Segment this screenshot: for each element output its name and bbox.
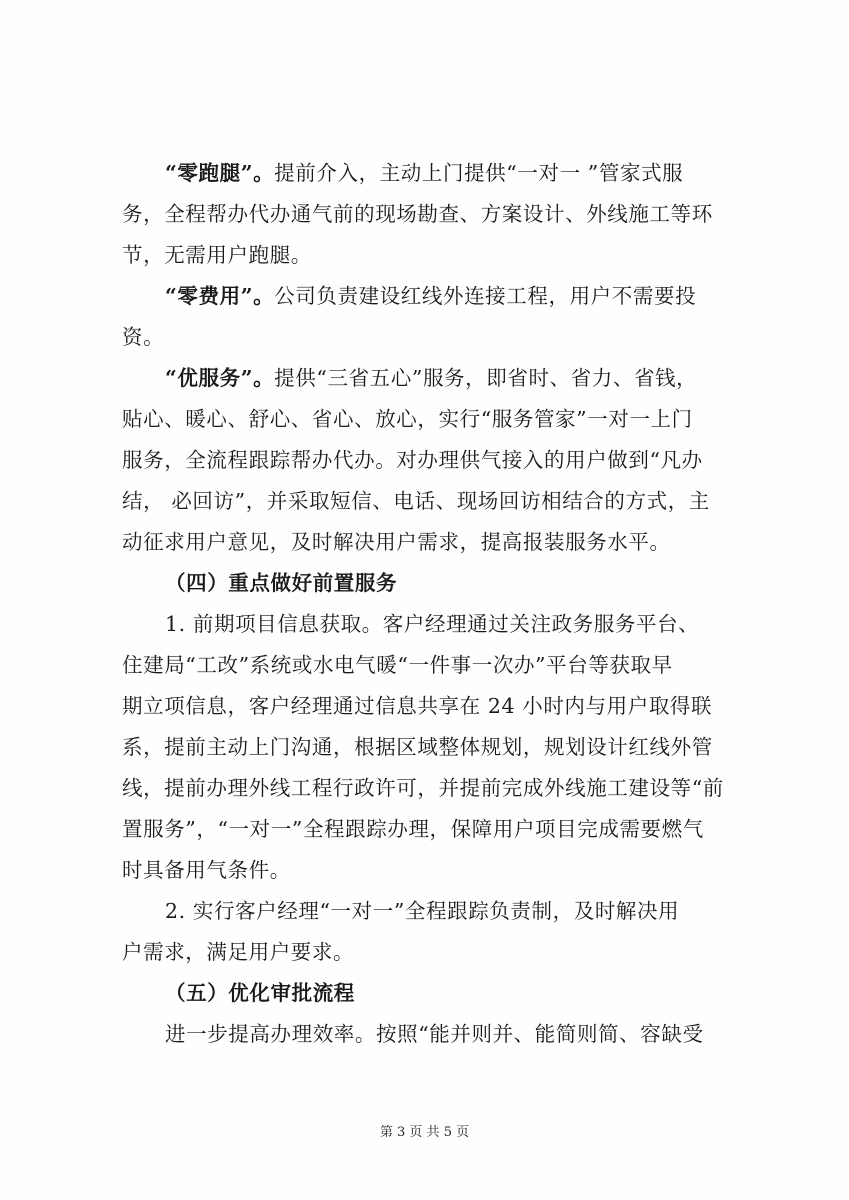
paragraph-line: 进一步提高办理效率。按照“能并则并、能简则简、容缺受 — [165, 1022, 704, 1046]
paragraph-line: 贴心、暖心、舒心、省心、放心，实行“服务管家”一对一上门 — [122, 407, 693, 431]
paragraph-line: 时具备用气条件。 — [122, 858, 291, 882]
paragraph-line: 动征求用户意见，及时解决用户需求，提高报装服务水平。 — [122, 530, 671, 554]
paragraph-line: 资。 — [122, 325, 165, 349]
section-heading: （四）重点做好前置服务 — [165, 571, 398, 595]
paragraph-line: 服务，全流程跟踪帮办代办。对办理供气接入的用户做到“凡办 — [122, 448, 703, 472]
document-body — [122, 153, 762, 1055]
paragraph-line: 户需求，满足用户要求。 — [122, 940, 355, 964]
paragraph-text: 提供“三省五心”服务，即省时、省力、省钱， — [274, 366, 698, 390]
paragraph-text: 公司负责建设红线外连接工程，用户不需要投 — [274, 284, 697, 308]
paragraph-line: 系，提前主动上门沟通，根据区域整体规划，规划设计红线外管 — [122, 735, 713, 759]
paragraph-line: 住建局“工改”系统或水电气暖“一件事一次办”平台等获取早 — [122, 653, 673, 677]
paragraph-line — [122, 153, 762, 194]
paragraph-line: 置服务”，“一对一”全程跟踪办理，保障用户项目完成需要燃气 — [122, 817, 704, 841]
paragraph-line: 务，全程帮办代办通气前的现场勘查、方案设计、外线施工等环 — [122, 202, 713, 226]
paragraph-line: 线，提前办理外线工程行政许可，并提前完成外线施工建设等“前 — [122, 776, 724, 800]
paragraph-line: 节，无需用户跑腿。 — [122, 243, 312, 267]
paragraph-line — [122, 276, 762, 317]
paragraph-line: 1. 前期项目信息获取。客户经理通过关注政务服务平台、 — [165, 612, 700, 636]
paragraph-text: 提前介入，主动上门提供“一对一 ”管家式服 — [274, 161, 684, 185]
page-number-footer: 第 3 页 共 5 页 — [379, 1125, 470, 1140]
paragraph-line: 结， 必回访”，并采取短信、电话、现场回访相结合的方式，主 — [122, 489, 710, 513]
section-heading: （五）优化审批流程 — [165, 981, 355, 1005]
paragraph-bold-lead: “零跑腿”。 — [165, 161, 275, 185]
paragraph-line: 期立项信息，客户经理通过信息共享在 24 小时内与用户取得联 — [122, 694, 713, 718]
paragraph-bold-lead: “零费用”。 — [165, 284, 275, 308]
paragraph-line — [122, 358, 762, 399]
paragraph-bold-lead: “优服务”。 — [165, 366, 275, 390]
paragraph-line: 2. 实行客户经理“一对一”全程跟踪负责制，及时解决用 — [165, 899, 680, 923]
